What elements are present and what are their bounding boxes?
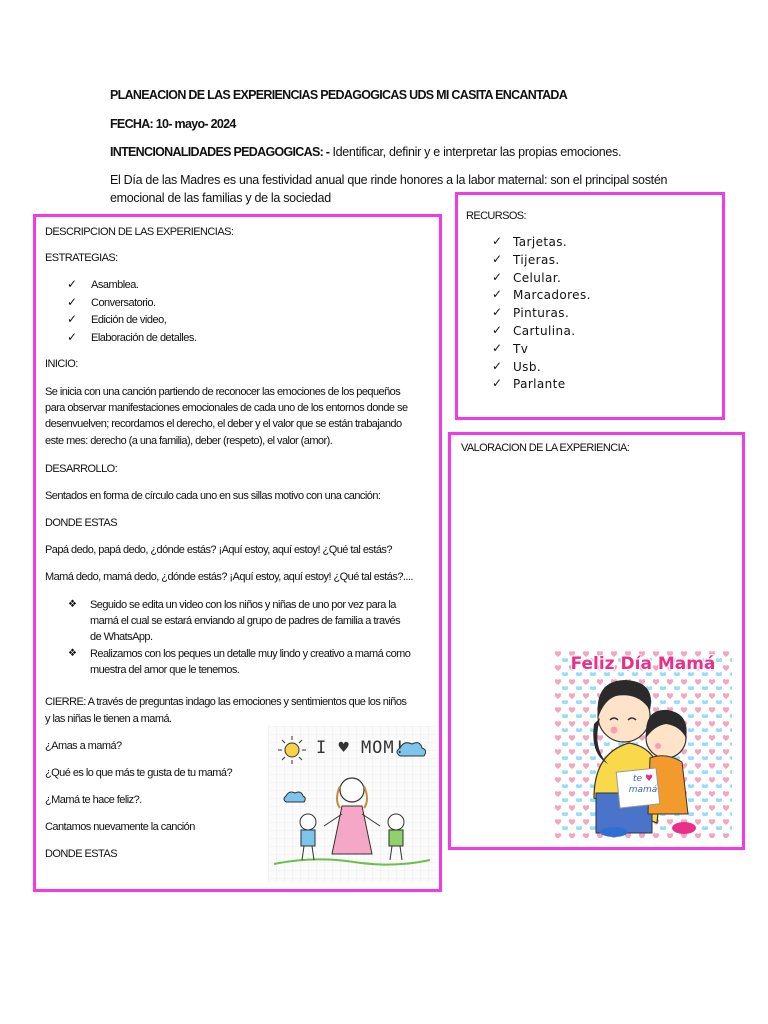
card-sign-word-1: te — [632, 774, 643, 784]
list-item: ✓ Pinturas. — [492, 305, 570, 321]
list-item: ❖ Realizamos con los peques un detalle muy lindo y creativo a mamá como muestra del amor que le tenemos. — [68, 648, 411, 676]
check-icon: ✓ — [67, 277, 77, 291]
inicio-line-2: para observar manifestaciones emocionales de cada uno de los entornos donde se — [45, 402, 408, 414]
list-item: ✓ Cartulina. — [492, 322, 576, 338]
page-title: PLANEACION DE LAS EXPERIENCIAS PEDAGOGICAS UDS MI CASITA ENCANTADA — [110, 88, 568, 102]
check-icon: ✓ — [492, 269, 503, 284]
card-sign-word-2: mamá — [628, 785, 658, 795]
closing-line-2: DONDE ESTAS — [45, 848, 117, 860]
descripcion-heading: DESCRIPCION DE LAS EXPERIENCIAS: — [45, 226, 234, 238]
inicio-line-3: desenvuelven; recordamos el derecho, el deber y el valor que se están trabajando — [45, 418, 402, 430]
cierre-line-2: y las niñas le tienen a mamá. — [45, 713, 172, 725]
intencionalidades-label: INTENCIONALIDADES PEDAGOGICAS: - — [110, 145, 330, 159]
inicio-line-1: Se inicia con una canción partiendo de reconocer las emociones de los pequeños — [45, 386, 401, 398]
desarrollo-text: Sentados en forma de círculo cada uno en sus sillas motivo con una canción: — [45, 490, 381, 502]
desarrollo-heading: DESARROLLO: — [45, 463, 118, 475]
song-line-2: Mamá dedo, mamá dedo, ¿dónde estás? ¡Aquí estoy, aquí estoy! ¿Qué tal estás?.... — [45, 571, 413, 583]
check-icon: ✓ — [492, 251, 503, 266]
intro-line-2: emocional de las familias y de la sociedad — [110, 191, 331, 205]
list-item: ✓ Edición de video, — [67, 312, 167, 326]
mother-child-illustration-icon — [554, 648, 732, 838]
list-item: ✓ Elaboración de detalles. — [67, 329, 197, 344]
list-item: ✓ Parlante — [492, 376, 566, 392]
check-icon: ✓ — [67, 329, 77, 344]
check-icon: ✓ — [67, 294, 77, 309]
estrategias-list — [67, 277, 196, 347]
diamond-bullet-icon: ❖ — [68, 648, 77, 659]
check-icon: ✓ — [492, 234, 503, 248]
check-icon: ✓ — [492, 322, 503, 337]
intencionalidades-text: Identificar, definir y e interpretar las propias emociones. — [329, 145, 622, 159]
check-icon: ✓ — [492, 340, 503, 355]
song-line-1: Papá dedo, papá dedo, ¿dónde estás? ¡Aquí estoy, aquí estoy! ¿Qué tal estás? — [45, 544, 392, 556]
i-love-mom-text: I ♥ MOM! — [316, 738, 406, 758]
check-icon: ✓ — [492, 287, 503, 302]
feliz-dia-mama-card — [554, 648, 732, 838]
cierre-line-1: CIERRE: A través de preguntas indago las emociones y sentimientos que los niños — [45, 696, 407, 708]
check-icon: ✓ — [492, 358, 503, 373]
card-sign — [626, 774, 660, 796]
inicio-heading: INICIO: — [45, 358, 78, 370]
card-title: Feliz Día Mamá — [570, 654, 716, 674]
question-2: ¿Qué es lo que más te gusta de tu mamá? — [45, 767, 233, 779]
list-item: ✓ Tv — [492, 340, 529, 356]
i-love-mom-drawing — [268, 726, 436, 882]
inicio-line-4: este mes: derecho (a una familia), deber (respeto), el valor (amor). — [45, 435, 333, 447]
question-3: ¿Mamá te hace feliz?. — [45, 794, 142, 806]
song-title: DONDE ESTAS — [45, 517, 117, 529]
list-item: ✓ Celular. — [492, 269, 562, 285]
list-item: ✓ Usb. — [492, 358, 542, 374]
list-item: ✓ Asamblea. — [67, 277, 139, 291]
diamond-bullet-icon: ❖ — [68, 599, 77, 610]
check-icon: ✓ — [492, 305, 503, 320]
valoracion-heading: VALORACION DE LA EXPERIENCIA: — [461, 442, 630, 454]
intencionalidades-line — [110, 145, 621, 159]
list-item: ✓ Tarjetas. — [492, 234, 568, 249]
desarrollo-bullets — [68, 597, 434, 679]
intro-line-1: El Día de las Madres es una festividad anual que rinde honores a la labor maternal: son el principal sostén — [110, 173, 668, 187]
heart-icon: ♥ — [644, 774, 654, 784]
list-item: ✓ Tijeras. — [492, 251, 560, 267]
list-item: ✓ Conversatorio. — [67, 294, 156, 309]
list-item: ❖ Seguido se edita un video con los niños y niñas de uno por vez para la mamá el cual se estará enviando al grupo de padres de familia a través de WhatsApp. — [68, 599, 401, 643]
question-1: ¿Amas a mamá? — [45, 740, 122, 752]
closing-line-1: Cantamos nuevamente la canción — [45, 821, 195, 833]
fecha-line: FECHA: 10- mayo- 2024 — [110, 117, 236, 131]
recursos-list — [492, 234, 591, 394]
recursos-heading: RECURSOS: — [466, 210, 526, 222]
list-item: ✓ Marcadores. — [492, 287, 591, 303]
check-icon: ✓ — [67, 312, 77, 326]
estrategias-heading: ESTRATEGIAS: — [45, 252, 118, 264]
check-icon: ✓ — [492, 376, 503, 391]
